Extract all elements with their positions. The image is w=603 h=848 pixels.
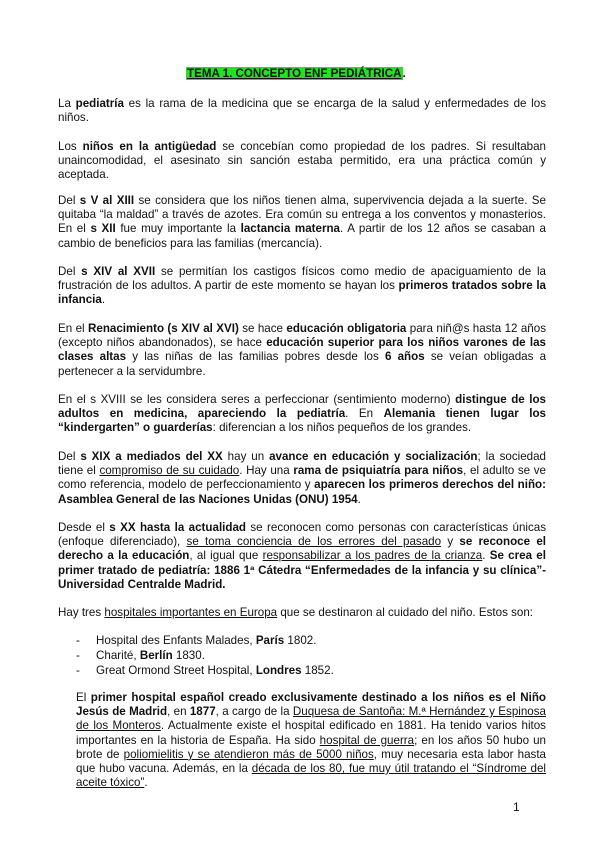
hospital-list: [58, 633, 546, 678]
page-number: 1: [513, 800, 520, 814]
paragraph-s-v-xiii: Del s V al XIII se considera que los niños tienen alma, supervivencia dejada a la suerte. Se quitaba “la maldad” a través de azotes. Era común su entrega a los conventos y monasterios. En el s XII fue muy importante la lactancia materna. A partir de los 12 años se casaban a cambio de beneficios para las familias (mercancía).: [58, 194, 546, 250]
paragraph-s-xiv-xvii: Del s XIV al XVII se permitían los castigos físicos como medio de apaciguamiento de la frustración de los adultos. A partir de este momento se hayan los primeros tratados sobre la infancia.: [58, 265, 546, 307]
paragraph-renacimiento: En el Renacimiento (s XIV al XVI) se hace educación obligatoria para niñ@s hasta 12 años (excepto niños abandonados), se hace educación superior para los niños varones de las clases altas y las niñas de las familias pobres desde los 6 años se veían obligadas a pertenecer a la servidumbre.: [58, 322, 547, 378]
paragraph-s-xx-actualidad: Desde el s XX hasta la actualidad se reconocen como personas con características únicas (enfoque diferenciado), se toma conciencia de los errores del pasado y se reconoce el derecho a la educación, al igual que responsabilizar a los padres de la crianza. Se crea el primer tratado de pediatría: 1886 1ª Cátedra “Enfermedades de la infancia y su clínica”- Universidad Centralde Madrid.: [58, 521, 547, 591]
list-item: - Hospital des Enfants Malades, París 1802.: [58, 633, 546, 648]
list-item: - Charité, Berlín 1830.: [58, 648, 546, 663]
paragraph-antiguedad: Los niños en la antigüedad se concebían como propiedad de los padres. Si resultaban unaincomodidad, el asesinato sin sanción estaba permitido, era una práctica común y aceptada.: [58, 140, 546, 182]
paragraph-s-xviii: En el s XVIII se les considera seres a perfeccionar (sentimiento moderno) distingue de los adultos en medicina, apareciendo la pediatría. En Alemania tienen lugar los “kindergarten” o guarderías: diferencian a los niños pequeños de los grandes.: [58, 393, 546, 435]
paragraph-nino-jesus: El primer hospital español creado exclusivamente destinado a los niños es el Niño Jesús de Madrid, en 1877, a cargo de la Duquesa de Santoña: M.ª Hernández y Espinosa de los Monteros. Actualmente existe el hospital edificado en 1881. Ha tenido varios hitos importantes en la historia de España. Ha sido hospital de guerra; en los años 50 hubo un brote de poliomielitis y se atendieron más de 5000 niños, muy necesaria esta labor hasta que hubo vacuna. Además, en la década de los 80, fue muy útil tratando el “Síndrome del aceite tóxico”.: [76, 691, 546, 790]
document-title: TEMA 1. CONCEPTO ENF PEDIÁTRICA.: [187, 67, 406, 80]
paragraph-hospitales-europa: Hay tres hospitales importantes en Europa que se destinaron al cuidado del niño. Estos son:: [58, 606, 534, 619]
paragraph-pediatria: La pediatría es la rama de la medicina que se encarga de la salud y enfermedades de los niños.: [58, 97, 546, 125]
paragraph-s-xix-xx: Del s XIX a mediados del XX hay un avance en educación y socialización; la sociedad tiene el compromiso de su cuidado. Hay una rama de psiquiatría para niños, el adulto se ve como referencia, modelo de perfeccionamiento y aparecen los primeros derechos del niño: Asamblea General de las Naciones Unidas (ONU) 1954.: [58, 450, 546, 506]
list-item: - Great Ormond Street Hospital, Londres 1852.: [58, 663, 546, 678]
